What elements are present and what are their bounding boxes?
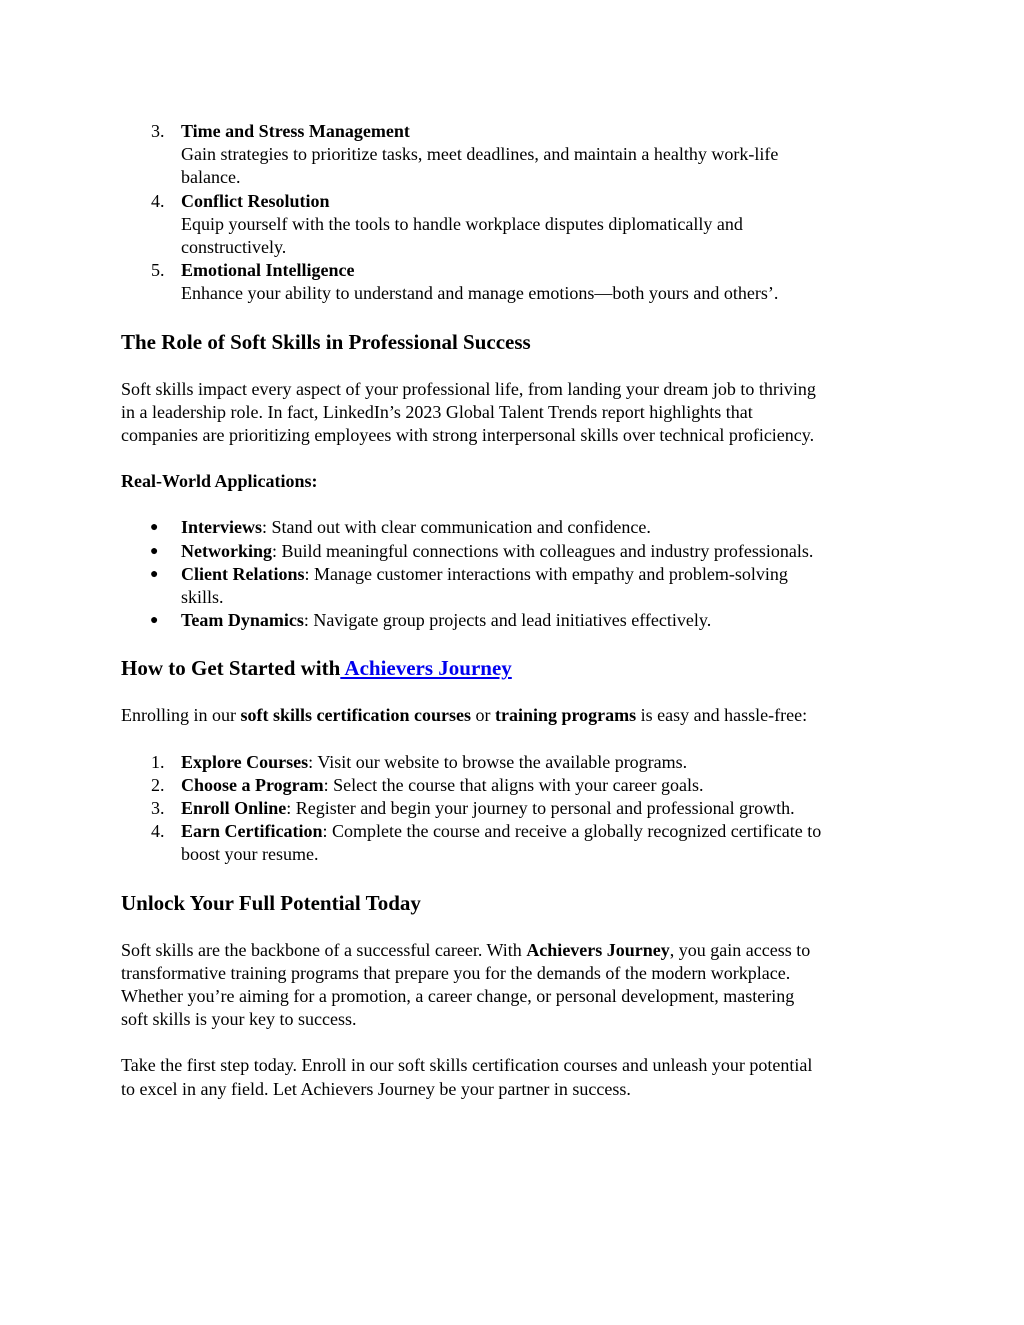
list-item: ● Networking: Build meaningful connections with colleagues and industry professionals. [121,540,901,563]
bullet-icon: ● [150,613,159,629]
section-heading: The Role of Soft Skills in Professional Success [121,329,531,354]
list-item-text: Equip yourself with the tools to handle workplace disputes diplomatically and [181,213,743,234]
list-item [121,120,901,190]
list-item-text: Gain strategies to prioritize tasks, meet deadlines, and maintain a healthy work-life [181,144,779,165]
paragraph: Soft skills are the backbone of a successful career. With Achievers Journey, you gain access to transformative training programs that prepare you for the demands of the modern workplace. Whether you’re aiming for a promotion, a career change, or personal development, mastering soft skills is your key to success. [121,939,811,1030]
steps-list [121,751,901,867]
paragraph: Soft skills impact every aspect of your professional life, from landing your dream job to thriving in a leadership role. In fact, LinkedIn’s 2023 Global Talent Trends report highlights that companies are prioritizing employees with strong interpersonal skills over technical proficiency. [121,378,816,446]
bullet-icon: ● [150,520,159,536]
list-item: ● Interviews: Stand out with clear communication and confidence. [121,516,901,539]
list-item-title: Conflict Resolution [181,190,330,211]
list-item-text: constructively. [181,237,287,258]
list-item: 1. Explore Courses: Visit our website to browse the available programs. [151,751,688,772]
list-number: 4. [151,190,165,211]
section-heading: Unlock Your Full Potential Today [121,890,421,915]
list-item [121,190,901,260]
bullet-list [121,516,901,632]
list-item-title: Time and Stress Management [181,121,410,141]
list-item: ● Team Dynamics: Navigate group projects and lead initiatives effectively. [121,609,901,632]
bullet-icon: ● [150,543,159,559]
section-heading: How to Get Started with Achievers Journey [121,656,512,681]
list-item: 3. Enroll Online: Register and begin your journey to personal and professional growth. [151,798,795,819]
list-number: 3. [151,121,165,141]
achievers-journey-link[interactable]: Achievers Journey [340,656,512,681]
page-content [121,120,901,1101]
list-item: ● Client Relations: Manage customer interactions with empathy and problem-solving skills. [150,563,788,608]
skills-list [121,120,901,306]
bullet-icon: ● [150,566,159,582]
list-number: 5. [151,260,165,281]
list-item-text: balance. [181,167,241,188]
list-item-text: Enhance your ability to understand and manage emotions—both yours and others’. [181,283,779,304]
list-item: 2. Choose a Program: Select the course that aligns with your career goals. [151,774,704,795]
list-item [121,259,901,305]
list-item-title: Emotional Intelligence [181,260,355,281]
paragraph: Enrolling in our soft skills certification courses or training programs is easy and hassle-free: [121,705,808,726]
subheading: Real-World Applications: [121,471,318,492]
paragraph: Take the first step today. Enroll in our soft skills certification courses and unleash your potential to excel in any field. Let Achievers Journey be your partner in success. [121,1055,813,1099]
list-item: 4. Earn Certification: Complete the course and receive a globally recognized certificate to boost your resume. [151,821,822,865]
